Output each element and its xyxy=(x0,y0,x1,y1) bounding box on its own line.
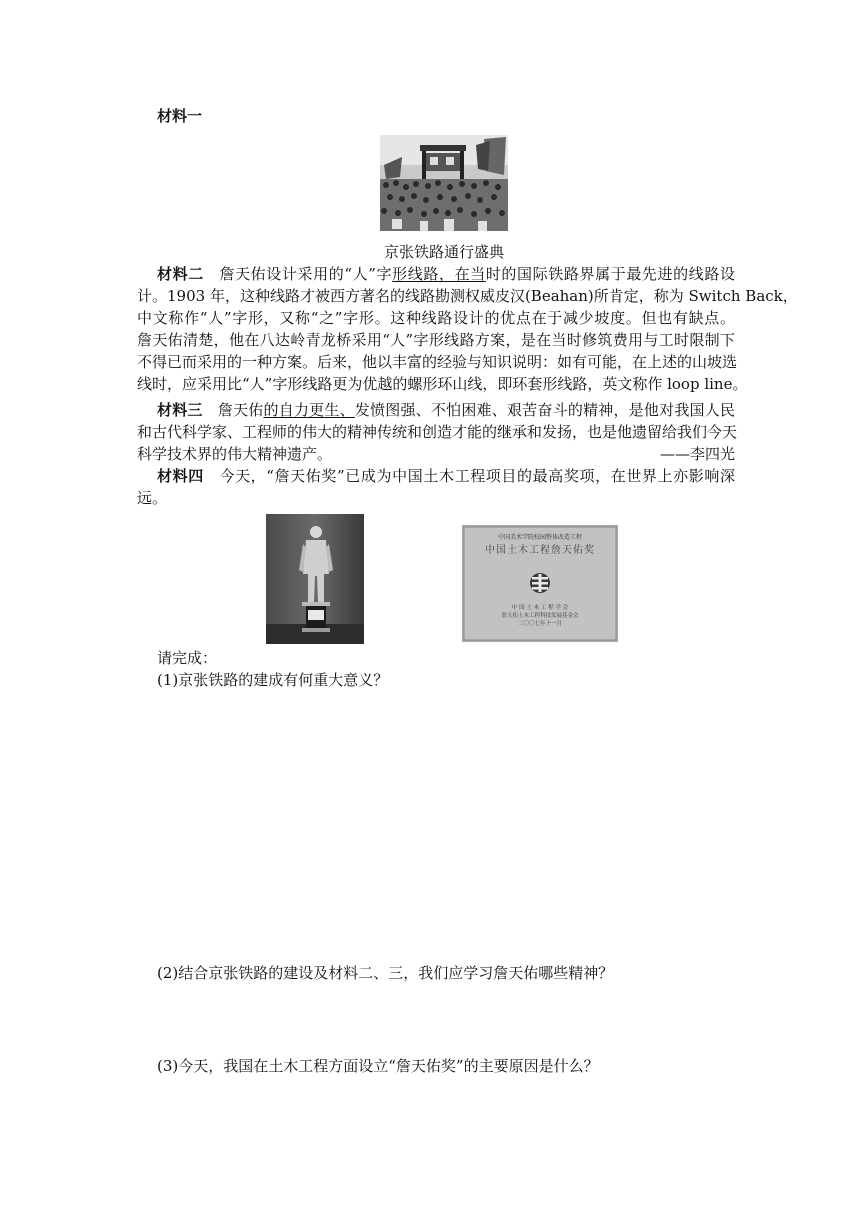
statue-photo xyxy=(266,514,364,644)
material2-underlined: 形线路，在当 xyxy=(392,265,486,283)
material4-line-1 xyxy=(157,466,735,487)
material2-line-2: 计。1903 年，这种线路才被西方著名的线路勘测权威皮汉(Beahan)所肯定，称为 Switch Back， xyxy=(137,287,798,305)
material3-attribution: ——李四光 xyxy=(659,445,735,463)
material4-label: 材料四 xyxy=(157,467,204,485)
question-1: (1)京张铁路的建成有何重大意义？ xyxy=(157,671,389,689)
material4-line-2: 远。 xyxy=(137,489,168,507)
question-3: (3)今天，我国在土木工程方面设立“詹天佑奖”的主要原因是什么？ xyxy=(157,1057,599,1075)
railway-ceremony-photo xyxy=(380,135,508,231)
material3-line-2: 和古代科学家、工程师的伟大的精神传统和创造才能的继承和发扬，也是他遗留给我们今天 xyxy=(137,423,738,441)
ceremony-photo-drawing xyxy=(380,135,508,231)
material2-line-4: 詹天佑清楚，他在八达岭青龙桥采用“人”字形线路方案，是在当时修筑费用与工时限制下 xyxy=(137,331,735,349)
material2-line-5: 不得已而采用的一种方案。后来，他以丰富的经验与知识说明：如有可能，在上述的山坡选 xyxy=(137,353,738,371)
material2-line-6: 线时，应采用比“人”字形线路更为优越的螺形环山线，即环套形线路，英文称作 loop line。 xyxy=(137,375,748,393)
plaque-date: 二〇〇七年十一月 xyxy=(517,621,562,627)
questions-intro: 请完成： xyxy=(157,649,218,667)
question-2: (2)结合京张铁路的建设及材料二、三，我们应学习詹天佑哪些精神？ xyxy=(157,964,614,982)
plaque-award-name: 中国土木工程詹天佑奖 xyxy=(485,545,595,556)
material3-text-b: 发愤图强、不怕困难、艰苦奋斗的精神，是他对我国人民 xyxy=(354,401,735,419)
photo-caption: 京张铁路通行盛典 xyxy=(383,243,504,261)
material2-label: 材料二 xyxy=(157,265,204,283)
award-plaque-photo xyxy=(462,525,618,642)
statue-photo-drawing xyxy=(266,514,364,644)
material2-text-a: 詹天佑设计采用的“人”字 xyxy=(218,265,393,283)
plaque-issuer-1: 中 国 土 木 工 程 学 会 xyxy=(511,605,569,611)
material2-text-b: 时的国际铁路界属于最先进的线路设 xyxy=(485,265,735,283)
material4-text-a: 今天，“詹天佑奖”已成为中国土木工程项目的最高奖项，在世界上亦影响深 xyxy=(218,467,735,485)
material1-label: 材料一 xyxy=(157,107,203,125)
plaque-issuer-2: 詹天佑土木工程科技发展基金会 xyxy=(501,613,579,619)
material2-line-1 xyxy=(157,264,735,285)
material3-line-1 xyxy=(157,400,735,421)
material3-text-a: 詹天佑 xyxy=(217,401,264,419)
material2-line-3: 中文称作“人”字形，又称“之”字形。这种线路设计的优点在于减少坡度。但也有缺点。 xyxy=(137,309,735,327)
material3-line-3: 科学技术界的伟大精神遗产。 xyxy=(137,445,333,463)
material3-underlined: 的自力更生、 xyxy=(263,401,355,419)
plaque-project-name: 中国美术学院校园整体改造工程 xyxy=(497,534,582,541)
material3-label: 材料三 xyxy=(157,401,203,419)
